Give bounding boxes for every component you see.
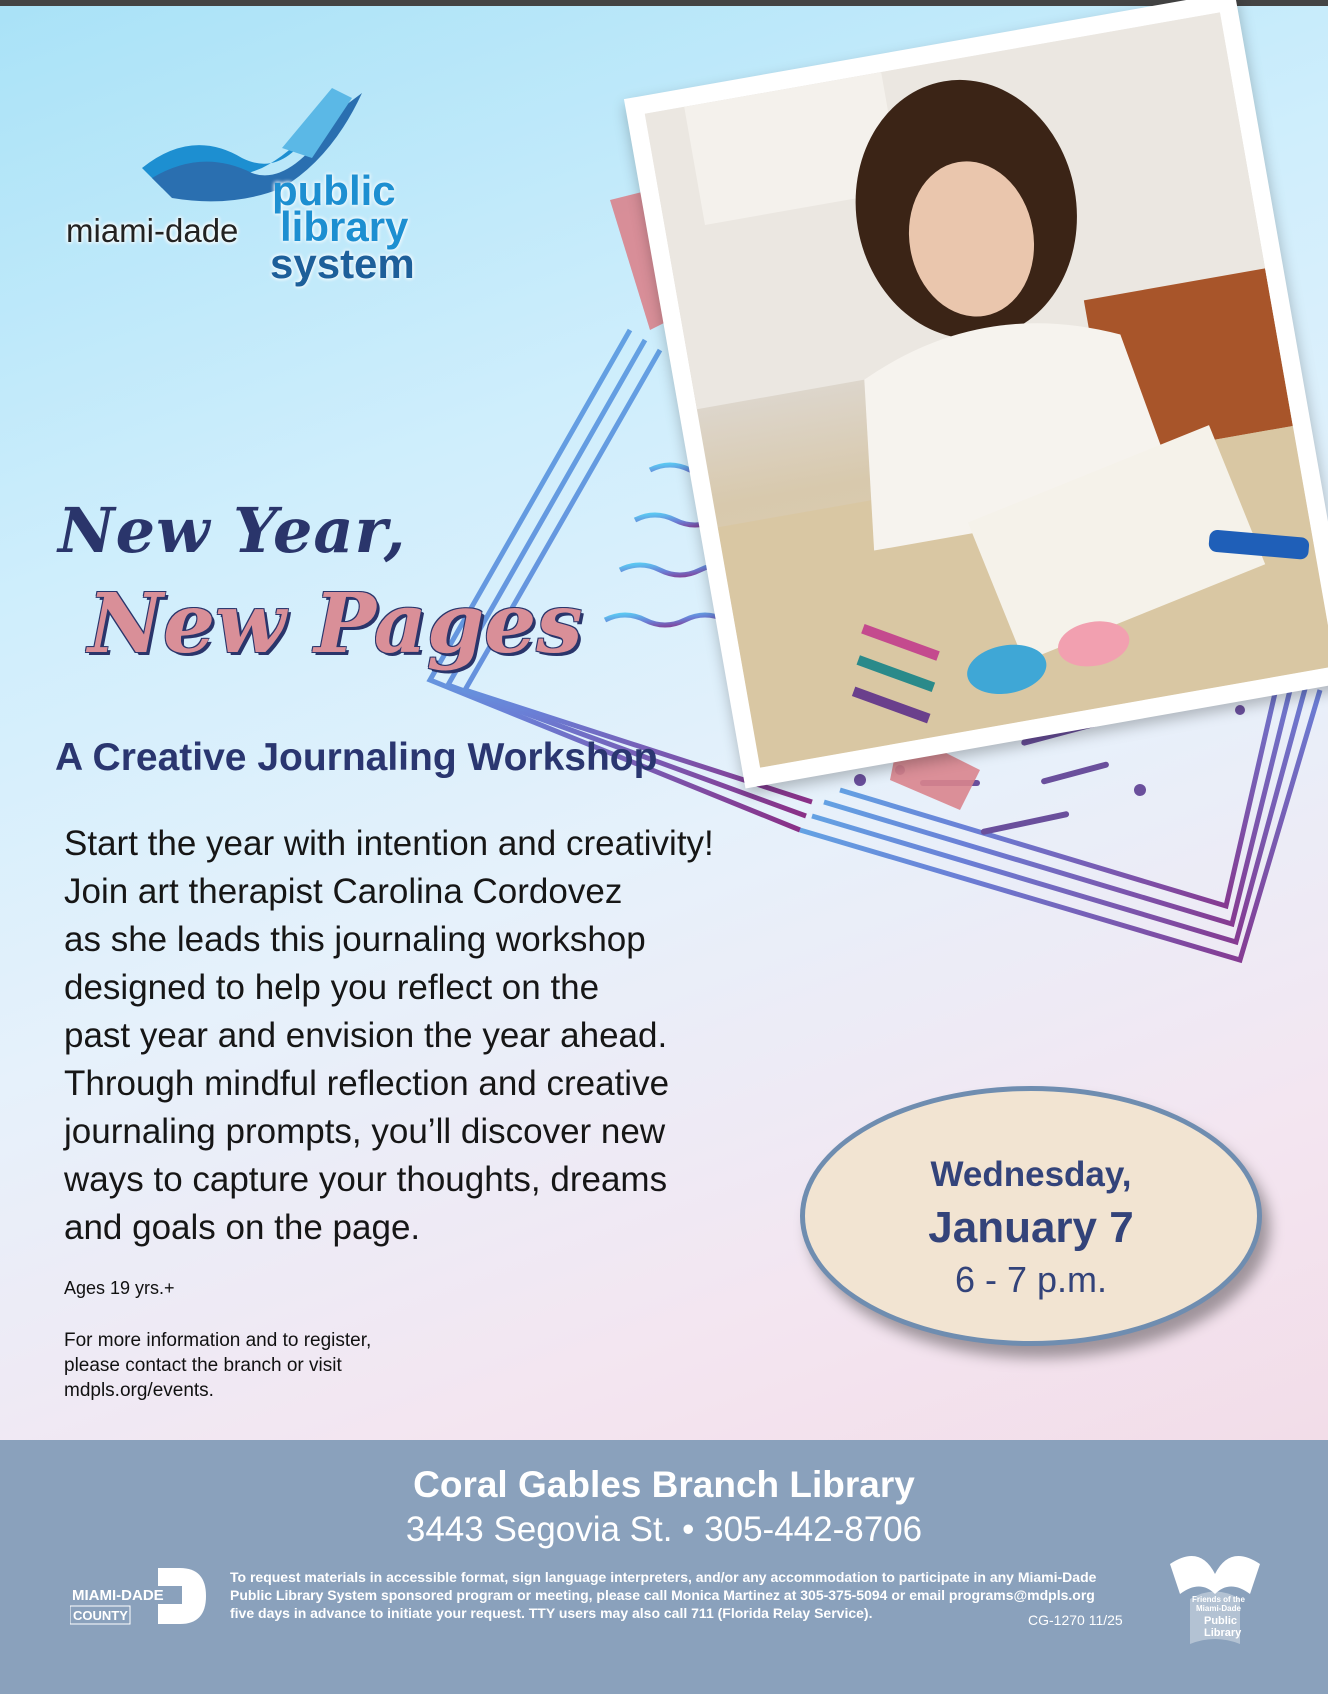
- workshop-subtitle: A Creative Journaling Workshop: [55, 736, 658, 779]
- description-line: ways to capture your thoughts, dreams: [64, 1160, 668, 1199]
- description-line: as she leads this journaling workshop: [64, 920, 646, 959]
- age-requirement: Ages 19 yrs.+: [64, 1278, 175, 1298]
- top-border: [0, 0, 1328, 6]
- title-new-pages: New Pages: [88, 576, 583, 672]
- info-line: For more information and to register,: [64, 1330, 372, 1351]
- county-logo-line1: MIAMI-DADE: [72, 1587, 164, 1604]
- description-line: Through mindful reflection and creative: [64, 1064, 670, 1103]
- friends-of-library-logo: [1160, 1544, 1270, 1654]
- mdpls-logo: [62, 88, 482, 298]
- event-date: January 7: [928, 1203, 1134, 1252]
- branch-address: 3443 Segovia St. • 305-442-8706: [405, 1510, 923, 1549]
- event-day: Wednesday,: [930, 1155, 1132, 1194]
- description-line: Start the year with intention and creativity!: [64, 824, 714, 863]
- photo-content: [645, 12, 1328, 767]
- description-line: journaling prompts, you’ll discover new: [64, 1112, 666, 1151]
- event-time: 6 - 7 p.m.: [954, 1259, 1108, 1300]
- friends-logo-line2: Miami-Dade: [1196, 1604, 1241, 1613]
- title-new-year: New Year,: [58, 494, 407, 567]
- flyer-code: CG-1270 11/25: [1028, 1612, 1123, 1628]
- friends-logo-line1: Friends of the: [1192, 1595, 1245, 1604]
- description-line: designed to help you reflect on the: [64, 968, 600, 1007]
- miami-dade-county-logo: [70, 1564, 210, 1628]
- county-logo-line2: COUNTY: [73, 1608, 128, 1623]
- info-line: please contact the branch or visit: [64, 1355, 342, 1376]
- logo-system: system: [270, 240, 415, 287]
- accessibility-notice: [230, 1568, 1150, 1622]
- logo-library: library: [280, 203, 409, 250]
- friends-logo-line4: Library: [1204, 1627, 1242, 1639]
- description-line: and goals on the page.: [64, 1208, 421, 1247]
- workshop-photo: [624, 0, 1328, 789]
- logo-miami-dade: miami-dade: [66, 212, 239, 249]
- notice-line: Public Library System sponsored program or meeting, please call Monica Martinez at 305-375-5094 or email programs@mdpls.org: [230, 1587, 1095, 1603]
- description-line: Join art therapist Carolina Cordovez: [64, 872, 623, 911]
- notice-line: five days in advance to initiate your request. TTY users may also call 711 (Florida Relay Service).: [230, 1605, 873, 1621]
- friends-logo-line3: Public: [1204, 1615, 1238, 1627]
- registration-info: [64, 1328, 444, 1403]
- info-line: mdpls.org/events.: [64, 1380, 214, 1401]
- description-line: past year and envision the year ahead.: [64, 1016, 668, 1055]
- workshop-description: [64, 820, 804, 1252]
- notice-line: To request materials in accessible format, sign language interpreters, and/or any accommodation to participate in any Miami-Dade: [230, 1569, 1097, 1585]
- footer: [0, 1440, 1328, 1694]
- logo-public: public: [272, 167, 396, 214]
- woman-journaling-image: [645, 12, 1328, 767]
- event-date-oval: [800, 1086, 1262, 1346]
- branch-name: Coral Gables Branch Library: [413, 1464, 915, 1505]
